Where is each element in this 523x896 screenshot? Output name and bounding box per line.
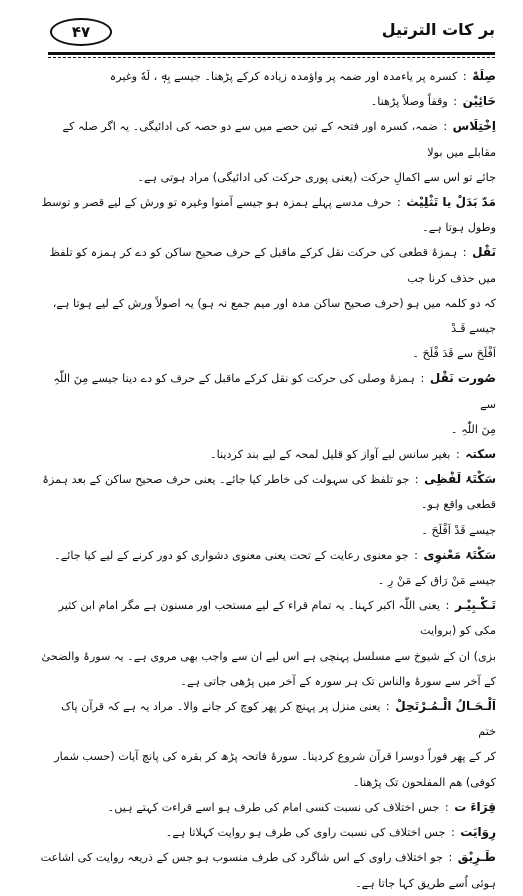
- entry-continuation: مِنَ اللّٰہِ ۔: [451, 422, 496, 436]
- term-separator: :: [393, 196, 405, 210]
- entry-term: سکتہ: [465, 447, 496, 462]
- glossary-entry: [40, 190, 496, 240]
- entry-continuation: کر کے پھر فوراً دوسرا قرآن شروع کردینا۔ سورۂ فاتحہ پڑھ کر بقرہ کی پانچ آیات (حسب شمار: [54, 750, 496, 764]
- term-separator: :: [452, 448, 464, 462]
- entry-continuation: جیسے مَنْ رَاق کے مَنْ رِ ۔: [377, 574, 496, 588]
- term-separator: :: [449, 95, 461, 109]
- entry-continuation: ہوئی اُسے طریق کہا جاتا ہے۔: [355, 876, 496, 890]
- glossary-entry: [40, 467, 496, 543]
- term-separator: :: [447, 826, 459, 840]
- entry-definition: ضمہ، کسرہ اور فتحہ کے تین حصے میں سے دو حصہ کی ادائیگی۔ یہ اگر صلہ کے مقابلے میں بولا: [62, 120, 496, 159]
- book-title: بر کات الترتیل: [381, 20, 495, 39]
- entry-term: اَلْـحَـالُ الْـمُـرْتَحِلْ: [395, 699, 496, 714]
- entry-term: تَـکْـبِیْـر: [454, 598, 496, 613]
- glossary-entry: [40, 694, 496, 795]
- glossary-entry: [40, 795, 496, 820]
- entry-definition: ہمزۂ قطعی کی حرکت نقل کرکے ماقبل کے حرف صحیح ساکن کو دے کر ہمزہ کو تلفظ میں حذف کرنا جب: [49, 246, 496, 285]
- term-separator: :: [442, 599, 453, 613]
- term-separator: :: [444, 851, 456, 865]
- term-separator: :: [411, 473, 423, 487]
- entry-term: حَائِیْن: [462, 94, 496, 109]
- glossary-entry: [40, 593, 496, 694]
- entry-term: سَکْتَۂ لَفْظِی: [424, 472, 496, 487]
- glossary-entry: [40, 89, 496, 114]
- entry-continuation: کوفی) هم المفلحون تک پڑھنا۔: [353, 775, 496, 789]
- entry-definition: ہمزۂ وصلی کی حرکت کو نقل کرکے ماقبل کے حرف کو دے دینا جیسے مِنَ اللّٰہِ سے: [53, 372, 496, 411]
- entry-continuation: وطول ہوتا ہے۔: [422, 221, 496, 235]
- glossary-entry: [40, 366, 496, 442]
- term-separator: :: [410, 548, 422, 562]
- glossary-entry: [40, 543, 496, 593]
- entry-term: نَقْل: [472, 245, 496, 260]
- entry-continuation: جائے تو اس سے اکمالِ حرکت (یعنی پوری حرکت کی ادائیگی) مراد ہوتی ہے۔: [137, 170, 496, 184]
- entry-term: صِلَهْ: [472, 69, 496, 83]
- glossary-entry: [40, 820, 496, 845]
- entry-continuation: کہ دو کلمہ میں ہو (حرف صحیح ساکن مدہ اور میم جمع نہ ہو) یہ اصولاً ورش کے لیے ہوتا ہے، جیسے قَـدْ: [52, 296, 496, 336]
- glossary-entry: [40, 442, 496, 467]
- entry-term: صُورت نَقْل: [429, 371, 496, 386]
- term-separator: :: [416, 372, 428, 386]
- term-separator: :: [441, 800, 453, 814]
- entry-continuation: جیسے قَدْ اَفْلَحَ ۔: [421, 523, 496, 537]
- entry-definition: جو اختلاف راوی کے اس شاگرد کی طرف منسوب ہو جس کے ذریعہ روایت کی اشاعت: [40, 851, 443, 865]
- glossary-entry: [40, 114, 496, 190]
- entry-definition: یعنی منزل پر پہنچ کر پھر کوچ کر جانے والا۔ مراد یہ ہے کہ قرآن پاک ختم: [61, 700, 496, 739]
- entry-definition: بغیر سانس لیے آواز کو قلیل لمحہ کے لیے بند کردینا۔: [210, 448, 451, 462]
- header-dashed-rule: [48, 57, 495, 58]
- entry-definition: یعنی اللّٰہ اکبر کہنا۔ یہ تمام قراء کے لیے مستحب اور مسنون ہے مگر امام ابن کثیر مکی کو (بروایت: [58, 599, 496, 638]
- entry-definition: جس اختلاف کی نسبت کسی امام کی طرف ہو اسے قراءت کہتے ہیں۔: [107, 800, 440, 814]
- entry-term: سَکْتَۂ مَعْنوِی: [423, 547, 496, 562]
- term-separator: :: [382, 700, 394, 714]
- entry-definition: وقفاً وصلاً پڑھنا۔: [370, 95, 448, 109]
- glossary-entry: [40, 240, 496, 366]
- glossary-entry: [40, 64, 496, 89]
- entry-definition: حرف مدسے پہلے ہمزہ ہو جیسے آمنوا وغیرہ تو ورش کے لیے قصر و توسط: [41, 196, 392, 210]
- entry-term: قِرَاءَ ت: [454, 799, 496, 814]
- entry-definition: جو تلفظ کی سہولت کی خاطر کیا جائے۔ یعنی حرف صحیح ساکن کے بعد ہمزۂ قطعی واقع ہو۔: [42, 473, 496, 512]
- entry-continuation: کے آخر سے سورۂ والناس تک ہر سورہ کے آخر میں پڑھی جاتی ہے۔: [180, 674, 496, 688]
- term-separator: :: [459, 70, 471, 83]
- entry-continuation: بزی) ان کے شیوخ سے مسلسل پہنچی ہے اس لیے ان سے واجب بھی مروی ہے۔ یہ سورۂ والضحیٰ: [41, 649, 496, 663]
- entry-definition: کسرہ پر یاءمدہ اور ضمہ پر واؤمدہ زیادہ کرکے پڑھنا۔ جیسے بِهٖ ، لَهٗ وغیرہ: [109, 70, 458, 83]
- page-number: ۴۷: [71, 23, 91, 41]
- page-header: [48, 18, 495, 48]
- glossary-entry: [40, 845, 496, 895]
- entry-term: رِوَایَت: [460, 825, 496, 840]
- entry-definition: جو معنوی رعایت کے تحت یعنی معنوی دشواری کو دور کرنے کے لیے کیا جائے۔: [54, 548, 409, 562]
- term-separator: :: [439, 120, 451, 134]
- entry-definition: جس اختلاف کی نسبت راوی کی طرف ہو روایت کہلاتا ہے۔: [165, 826, 446, 840]
- entry-term: طَـرِیْق: [457, 850, 496, 865]
- term-separator: :: [459, 246, 471, 260]
- entry-term: اِخْتِلَاس: [452, 119, 496, 134]
- page-number-badge: [50, 18, 112, 46]
- entry-continuation: اَفْلَحَ سے قَدَ فْلَحَ ۔: [412, 347, 496, 361]
- entry-term: مَدّ بَدَلْ یا تَثْلِیْث: [406, 195, 496, 210]
- glossary-body: [40, 64, 496, 896]
- header-rule: [48, 52, 495, 55]
